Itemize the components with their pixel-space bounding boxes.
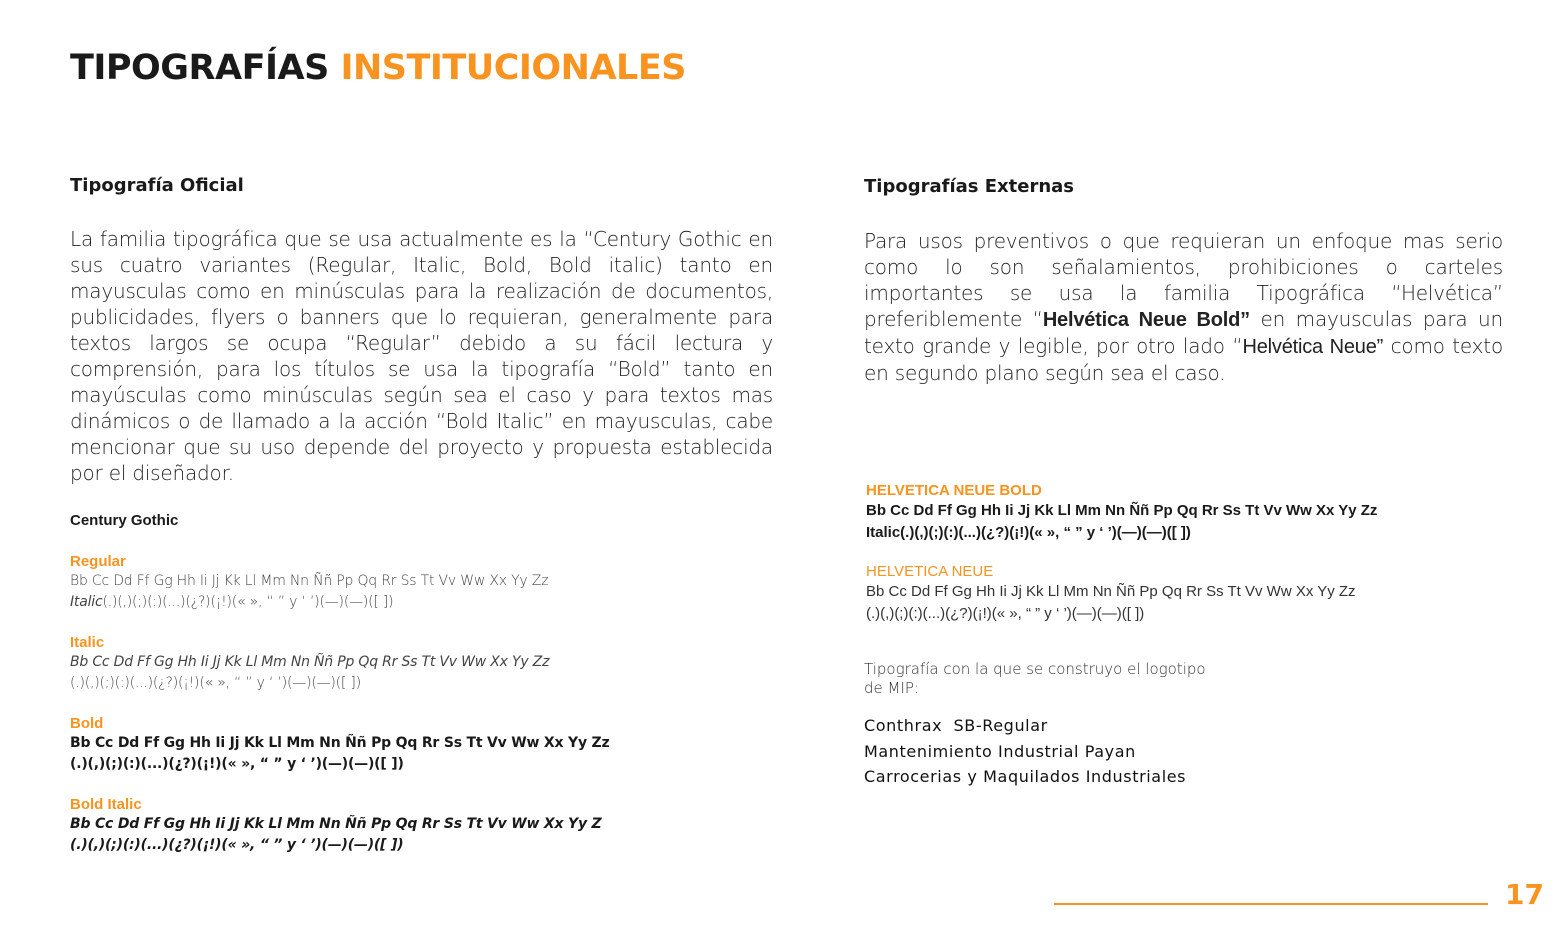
- sample-italic-label: Italic: [70, 634, 105, 651]
- sample-italic-line2: (.)(,)(;)(:)(...)(¿?)(¡!)(« », “ ” y ‘ ’)(—)(—)([ ]): [70, 675, 361, 691]
- sample-bold-italic: [70, 796, 602, 856]
- sample-bold: [70, 715, 609, 775]
- sample-regular-punct: (.)(,)(;)(:)(...)(¿?)(¡!)(« », “ ” y ‘ ’)(—)(—)([ ]): [102, 594, 394, 610]
- page-number: 17: [1505, 878, 1544, 911]
- sample-regular: [70, 553, 548, 613]
- sample-italic: [70, 634, 549, 694]
- logo-typography-note: [864, 660, 1206, 698]
- helvetica-bold-label: HELVETICA NEUE BOLD: [866, 482, 1042, 499]
- official-typography-paragraph: La familia tipográfica que se usa actualmente es la “Century Gothic en sus cuatro variantes (Regular, Italic, Bold, Bold italic) tanto en mayusculas como en minúsculas para la realización de documentos, publicidades, flyers o banners que lo requieran, generalmente para textos largos se ocupa “Regular” debido a su fácil lectura y comprensión, para los títulos se usa la tipografía “Bold” tanto en mayúsculas como minúsculas según sea el caso y para textos mas dinámicos o de llamado a la acción “Bold Italic” en mayusculas, cabe mencionar que su uso depende del proyecto y propuesta establecida por el diseñador.: [70, 227, 773, 485]
- helvetica-bold-line1: Bb Cc Dd Ff Gg Hh Ii Jj Kk Ll Mm Nn Ññ Pp Qq Rr Ss Tt Vv Ww Xx Yy Zz: [866, 502, 1378, 519]
- external-paragraph-part1: Para usos preventivos o que requieran un enfoque mas serio como lo son señalamientos, prohibiciones o carteles importantes se usa la familia Tipográfica “Helvética” preferiblemente “: [864, 229, 1503, 331]
- external-paragraph-part2: en mayusculas para un texto grande y legible, por otro lado “: [864, 307, 1503, 358]
- logo-note-line2: de MIP:: [864, 679, 919, 697]
- sample-italic-line1: Bb Cc Dd Ff Gg Hh Ii Jj Kk Ll Mm Nn Ññ Pp Qq Rr Ss Tt Vv Ww Xx Yy Zz: [70, 654, 550, 670]
- external-paragraph-part3: como texto en segundo plano según sea el caso.: [864, 334, 1503, 385]
- century-gothic-label: Century Gothic: [70, 512, 179, 529]
- sample-bold-italic-line1: Bb Cc Dd Ff Gg Hh Ii Jj Kk Ll Mm Nn Ññ Pp Qq Rr Ss Tt Vv Ww Xx Yy Z: [70, 816, 602, 832]
- external-typography-paragraph: [864, 228, 1503, 386]
- external-paragraph-helv: Helvética Neue”: [1242, 336, 1384, 358]
- page-title: [70, 48, 686, 88]
- logo-note-line1: Tipografía con la que se construyo el logotipo: [864, 660, 1206, 678]
- external-typography-heading: Tipografías Externas: [864, 176, 1075, 197]
- sample-regular-italic-word: Italic: [70, 594, 103, 610]
- official-typography-heading: Tipografía Oficial: [70, 175, 244, 196]
- sample-helvetica-bold: [866, 481, 1377, 544]
- footer-rule: [1054, 903, 1488, 905]
- sample-bold-line1: Bb Cc Dd Ff Gg Hh Ii Jj Kk Ll Mm Nn Ññ Pp Qq Rr Ss Tt Vv Ww Xx Yy Zz: [70, 735, 610, 751]
- sample-bold-italic-label: Bold Italic: [70, 796, 142, 813]
- sample-regular-line2: [70, 591, 548, 613]
- helvetica-bold-line2: Italic(.)(,)(;)(:)(...)(¿?)(¡!)(« », “ ” y ‘ ’)(—)(—)([ ]): [866, 524, 1191, 541]
- external-paragraph-bold: Helvética Neue Bold”: [1042, 309, 1250, 331]
- sample-bold-label: Bold: [70, 715, 104, 732]
- title-main: TIPOGRAFÍAS: [70, 48, 329, 88]
- sample-bold-italic-line2: (.)(,)(;)(:)(...)(¿?)(¡!)(« », “ ” y ‘ ’)(—)(—)([ ]): [70, 837, 404, 853]
- sample-bold-line2: (.)(,)(;)(:)(...)(¿?)(¡!)(« », “ ” y ‘ ’)(—)(—)([ ]): [70, 756, 404, 772]
- sample-regular-line1: Bb Cc Dd Ff Gg Hh Ii Jj Kk Ll Mm Nn Ññ Pp Qq Rr Ss Tt Vv Ww Xx Yy Zz: [70, 573, 549, 589]
- logo-font-name: Conthrax SB-Regular: [864, 716, 1048, 735]
- helvetica-regular-label: HELVETICA NEUE: [866, 563, 994, 580]
- sample-regular-label: Regular: [70, 553, 126, 570]
- logo-font-sample-2: Carrocerias y Maquilados Industriales: [864, 767, 1187, 786]
- helvetica-regular-line2: (.)(,)(;)(:)(...)(¿?)(¡!)(« », “ ” y ‘ ’)(—)(—)([ ]): [866, 605, 1145, 622]
- sample-helvetica-regular: [866, 562, 1356, 625]
- logo-font-sample-1: Mantenimiento Industrial Payan: [864, 742, 1136, 761]
- helvetica-regular-line1: Bb Cc Dd Ff Gg Hh Ii Jj Kk Ll Mm Nn Ññ Pp Qq Rr Ss Tt Vv Ww Xx Yy Zz: [866, 583, 1356, 600]
- title-accent: INSTITUCIONALES: [340, 48, 686, 88]
